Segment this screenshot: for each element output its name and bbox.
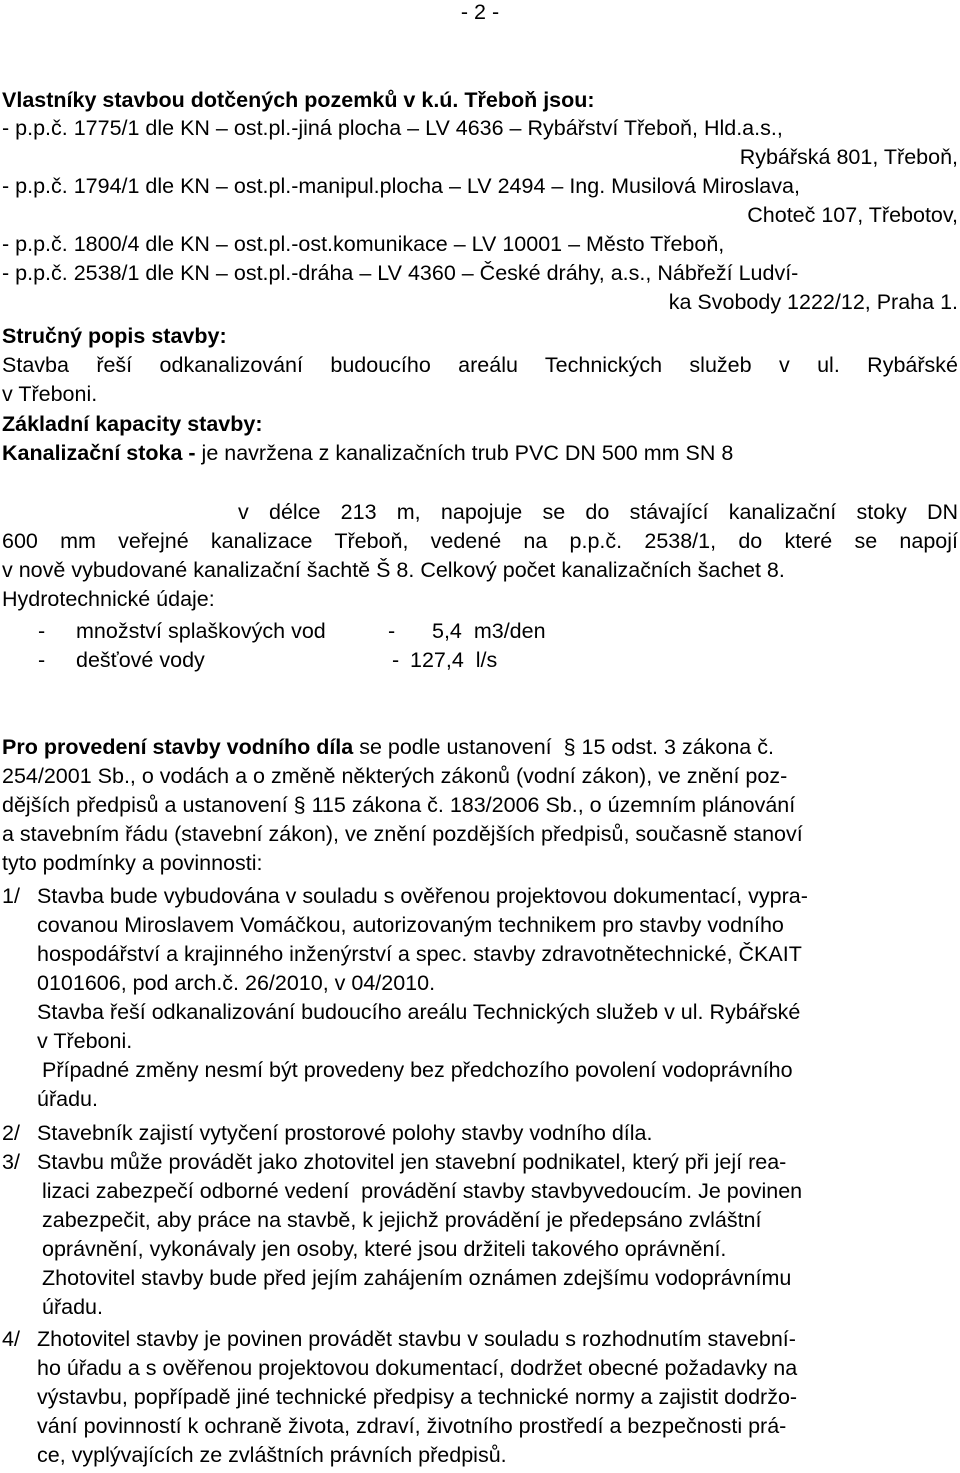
conditions-intro-bold: Pro provedení stavby vodního díla [2, 735, 354, 759]
point-line: covanou Miroslavem Vomáčkou, autorizovaným technikem pro stavby vodního [37, 913, 784, 937]
sewer-line: v nově vybudované kanalizační šachtě Š 8. Celkový počet kanalizačních šachet 8. [2, 558, 785, 582]
capacities-heading: Základní kapacity stavby: [2, 412, 263, 436]
hydro-label: množství splaškových vod [76, 619, 326, 643]
conditions-intro-line: 254/2001 Sb., o vodách a o změně některých zákonů (vodní zákon), ve znění poz- [2, 764, 788, 788]
owner-line: Rybářská 801, Třeboň, [739, 145, 958, 169]
point-line: v Třeboni. [37, 1029, 133, 1053]
owner-line: - p.p.č. 1794/1 dle KN – ost.pl.-manipul.plocha – LV 2494 – Ing. Musilová Miroslava, [2, 174, 800, 198]
point-line: 0101606, pod arch.č. 26/2010, v 04/2010. [37, 971, 436, 995]
point-line: Případné změny nesmí být provedeny bez předchozího povolení vodoprávního [42, 1058, 793, 1082]
point-line: výstavbu, popřípadě jiné technické předpisy a technické normy a zajistit dodržo- [37, 1385, 798, 1409]
point-line: Stavba řeší odkanalizování budoucího areálu Technických služeb v ul. Rybářské [37, 1000, 801, 1024]
sewer-line [2, 439, 733, 467]
point-line: úřadu. [42, 1295, 103, 1319]
hydro-heading: Hydrotechnické údaje: [2, 587, 215, 611]
point-line: Zhotovitel stavby bude před jejím zahájením oznámen zdejšímu vodoprávnímu [42, 1266, 792, 1290]
point-line: Stavbu může provádět jako zhotovitel jen stavební podnikatel, který při její rea- [37, 1150, 787, 1174]
point-line: oprávnění, vykonávaly jen osoby, které jsou držiteli takového oprávnění. [42, 1237, 727, 1261]
point-line: úřadu. [37, 1087, 98, 1111]
owner-line: - p.p.č. 1775/1 dle KN – ost.pl.-jiná plocha – LV 4636 – Rybářství Třeboň, Hld.a.s., [2, 116, 783, 140]
sewer-text: je navržena z kanalizačních trub PVC DN 500 mm SN 8 [195, 441, 734, 465]
hydro-value: 5,4 m3/den [432, 619, 546, 643]
hydro-dash: - [38, 648, 46, 672]
owner-line: - p.p.č. 2538/1 dle KN – ost.pl.-dráha – LV 4360 – České dráhy, a.s., Nábřeží Ludví- [2, 261, 799, 285]
point-number: 2/ [2, 1121, 20, 1145]
conditions-intro-line: dějších předpisů a ustanovení § 115 zákona č. 183/2006 Sb., o územním plánování [2, 793, 796, 817]
hydro-sep: - [388, 619, 396, 643]
point-number: 3/ [2, 1150, 20, 1174]
description-line: Stavba řeší odkanalizování budoucího areálu Technických služeb v ul. Rybářské [2, 353, 958, 377]
description-line: v Třeboni. [2, 382, 98, 406]
point-line: Stavebník zajistí vytyčení prostorové polohy stavby vodního díla. [37, 1121, 653, 1145]
conditions-intro-line: tyto podmínky a povinnosti: [2, 851, 263, 875]
owner-line: - p.p.č. 1800/4 dle KN – ost.pl.-ost.komunikace – LV 10001 – Město Třeboň, [2, 232, 725, 256]
conditions-intro-text: se podle ustanovení § 15 odst. 3 zákona č. [353, 735, 774, 759]
owners-heading: Vlastníky stavbou dotčených pozemků v k.ú. Třeboň jsou: [2, 88, 595, 112]
point-line: Zhotovitel stavby je povinen provádět stavbu v souladu s rozhodnutím stavební- [37, 1327, 796, 1351]
point-line: vání povinností k ochraně života, zdraví, životního prostředí a bezpečnosti prá- [37, 1414, 787, 1438]
point-line: hospodářství a krajinného inženýrství a spec. stavby zdravotnětechnické, ČKAIT [37, 942, 802, 966]
point-line: ho úřadu a s ověřenou projektovou dokumentací, dodržet obecné požadavky na [37, 1356, 798, 1380]
sewer-line: v délce 213 m, napojuje se do stávající kanalizační stoky DN [238, 500, 958, 524]
owner-line: Choteč 107, Třebotov, [747, 203, 958, 227]
owner-line: ka Svobody 1222/12, Praha 1. [668, 290, 958, 314]
point-line: zabezpečit, aby práce na stavbě, k jejichž provádění je předepsáno zvláštní [42, 1208, 762, 1232]
hydro-label: dešťové vody [76, 648, 205, 672]
sewer-line: 600 mm veřejné kanalizace Třeboň, vedené na p.p.č. 2538/1, do které se napojí [2, 529, 958, 553]
hydro-sep: - [392, 648, 400, 672]
hydro-dash: - [38, 619, 46, 643]
conditions-intro-line: a stavebním řádu (stavební zákon), ve znění pozdějších předpisů, současně stanoví [2, 822, 803, 846]
hydro-value: 127,4 l/s [410, 648, 498, 672]
conditions-intro [2, 733, 774, 761]
sewer-label: Kanalizační stoka - [2, 441, 196, 465]
point-number: 1/ [2, 884, 20, 908]
point-number: 4/ [2, 1327, 20, 1351]
page-number: - 2 - [460, 0, 500, 24]
description-heading: Stručný popis stavby: [2, 324, 227, 348]
point-line: ce, vyplývajících ze zvláštních právních předpisů. [37, 1443, 507, 1467]
point-line: lizaci zabezpečí odborné vedení provádění stavby stavbyvedoucím. Je povinen [42, 1179, 803, 1203]
point-line: Stavba bude vybudována v souladu s ověřenou projektovou dokumentací, vypra- [37, 884, 808, 908]
